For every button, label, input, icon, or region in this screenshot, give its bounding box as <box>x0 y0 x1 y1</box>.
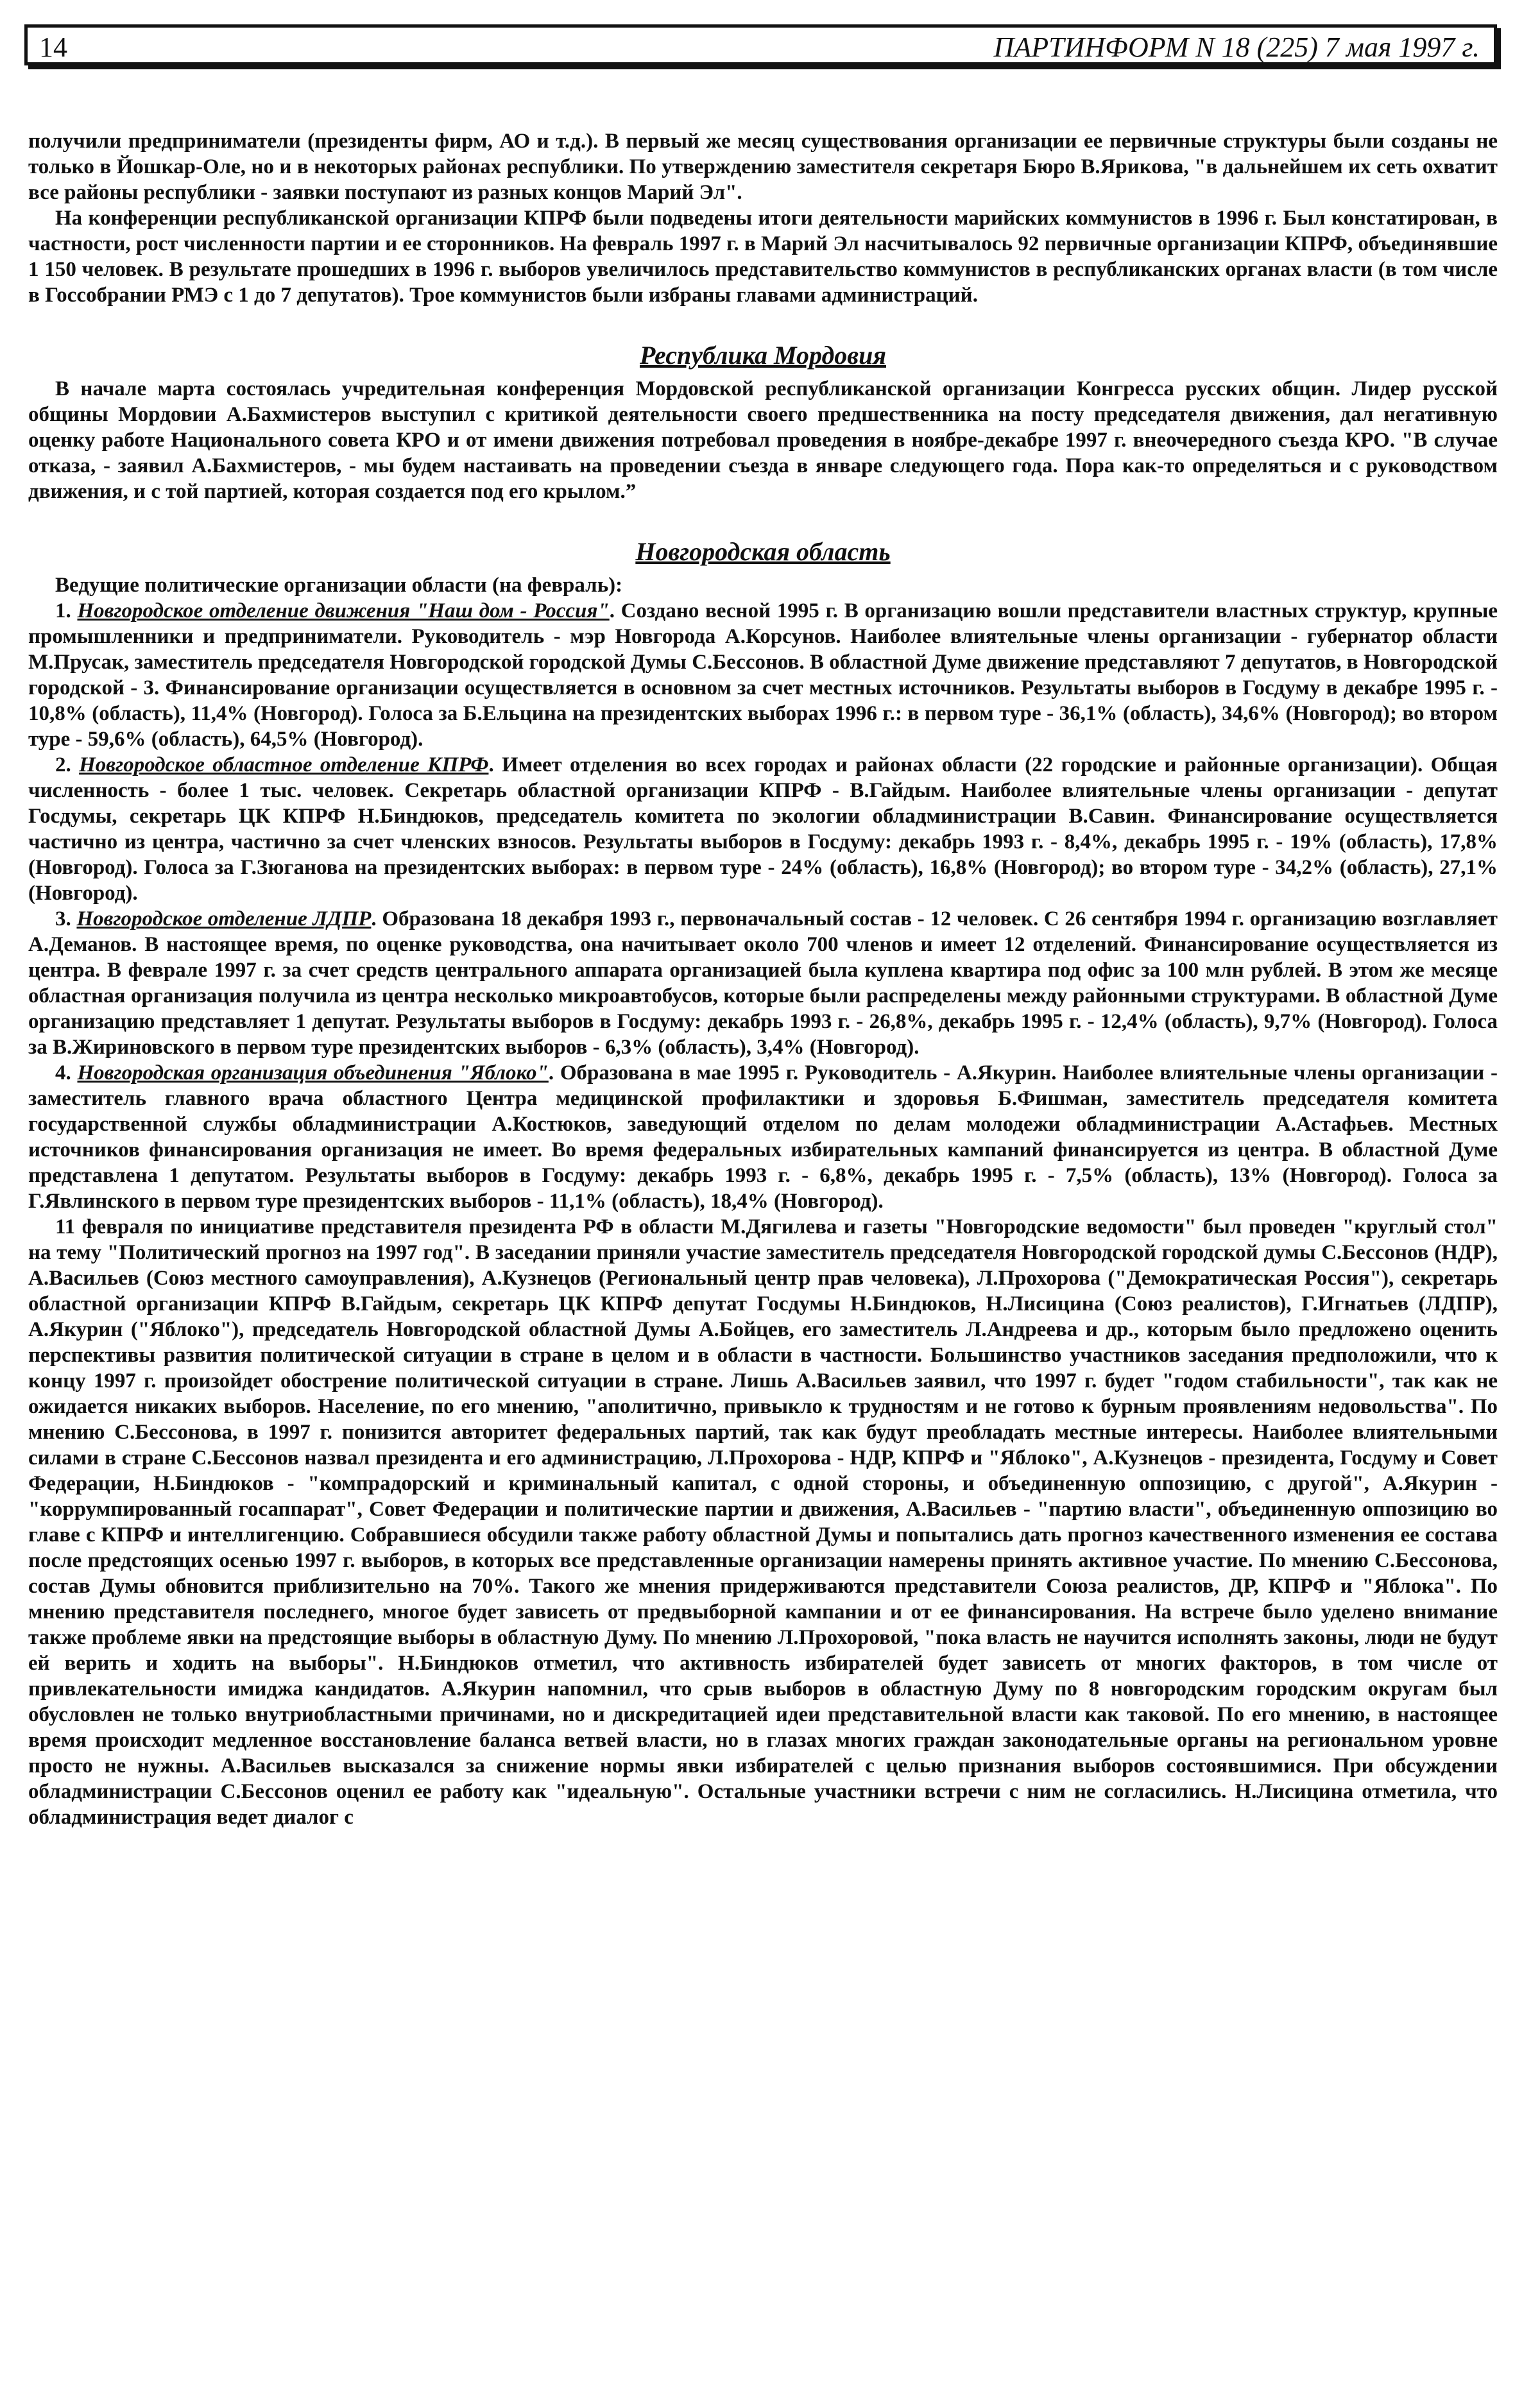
org-number: 3. <box>55 907 71 930</box>
page-number: 14 <box>39 31 67 63</box>
org-item-1 <box>28 598 1498 752</box>
org-item-3 <box>28 906 1498 1060</box>
org-description: . Создано весной 1995 г. В организацию вошли представители властных структур, крупные промышленники и предприниматели. Руководитель - мэр Новгорода А.Корсунов. Наиболее влиятельные члены организации - губернатор области М.Прусак, заместитель председателя Новгородской городской Думы С.Бессонов. В областной Думе движение представляют 7 депутатов, в Новгородской городской - 3. Финансирование организации осуществляется в основном за счет местных источников. Результаты выборов в Госдуму в декабре 1995 г. - 10,8% (область), 11,4% (Новгород). Голоса за Б.Ельцина на президентских выборах 1996 г.: в первом туре - 36,1% (область), 34,6% (Новгород); во втором туре - 59,6% (область), 64,5% (Новгород). <box>28 599 1498 751</box>
section-title-mordovia: Республика Мордовия <box>639 341 887 370</box>
page-header <box>24 24 1497 65</box>
org-description: . Имеет отделения во всех городах и районах области (22 городские и районные организации). Общая численность - более 1 тыс. человек. Секретарь областной организации КПРФ - В.Гайдым. Наиболее влиятельные члены организации - депутат Госдумы, секретарь ЦК КПРФ Н.Биндюков, председатель комитета по экологии обладминистрации В.Савин. Финансирование осуществляется частично из центра, частично за счет членских взносов. Результаты выборов в Госдуму: декабрь 1993 г. - 8,4%, декабрь 1995 г. - 19% (область), 17,8% (Новгород). Голоса за Г.Зюганова на президентских выборах: в первом туре - 24% (область), 16,8% (Новгород); во втором туре - 34,2% (область), 27,1% (Новгород). <box>28 753 1498 905</box>
org-number: 2. <box>55 753 71 776</box>
paragraph-mordovia-1: В начале марта состоялась учредительная конференция Мордовской республиканской организации Конгресса русских общин. Лидер русской общины Мордовии А.Бахмистеров выступил с критикой деятельности своего предшественника на посту председателя движения, дал негативную оценку работе Национального совета КРО и от имени движения потребовал проведения в ноябре-декабре 1997 г. внеочередного съезда КРО. "В случае отказа, - заявил А.Бахмистеров, - мы будем настаивать на проведении съезда в январе следующего года. Пора как-то определяться и с руководством движения, и с той партией, которая создается под его крылом.” <box>28 377 1498 503</box>
section-title-novgorod: Новгородская область <box>635 537 891 566</box>
org-name: Новгородская организация объединения "Яблоко" <box>77 1061 549 1084</box>
org-description: . Образована 18 декабря 1993 г., первоначальный состав - 12 человек. С 26 сентября 1994 г. организацию возглавляет А.Деманов. В настоящее время, по оценке руководства, она начитывает около 700 членов и имеет 12 отделений. Финансирование осуществляется из центра. В феврале 1997 г. за счет средств центрального аппарата организацией была куплена квартира под офис за 100 млн рублей. В этом же месяце областная организация получила из центра несколько микроавтобусов, которые были распределены между районными структурами. В областной Думе организацию представляет 1 депутат. Результаты выборов в Госдуму: декабрь 1993 г. - 26,8%, декабрь 1995 г. - 12,4% (область), 9,7% (Новгород). Голоса за В.Жириновского в первом туре президентских выборов - 6,3% (область), 3,4% (Новгород). <box>28 907 1498 1059</box>
org-number: 4. <box>55 1061 71 1084</box>
org-item-4 <box>28 1060 1498 1214</box>
publication-title: ПАРТИНФОРМ N 18 (225) 7 мая 1997 г. <box>993 31 1480 63</box>
paragraph-mari-2: На конференции республиканской организации КПРФ были подведены итоги деятельности марийских коммунистов в 1996 г. Был констатирован, в частности, рост численности партии и ее сторонников. На февраль 1997 г. в Марий Эл насчитывалось 92 первичные организации КПРФ, объединявшие 1 150 человек. В результате прошедших в 1996 г. выборов увеличилось представительство коммунистов в республиканских органах власти (в том числе в Госсобрании РМЭ с 1 до 7 депутатов). Трое коммунистов были избраны главами администраций. <box>28 207 1498 307</box>
org-description: . Образована в мае 1995 г. Руководитель - А.Якурин. Наиболее влиятельные члены организации - заместитель главного врача областного Центра медицинской профилактики и здоровья Б.Фишман, заместитель председателя комитета государственной службы обладминистрации А.Костюков, заведующий отделом по делам молодежи обладминистрации А.Астафьев. Местных источников финансирования организация не имеет. Во время федеральных избирательных кампаний финансируется из центра. В областной Думе представлена 1 депутатом. Результаты выборов в Госдуму: декабрь 1993 г. - 6,8%, декабрь 1995 г. - 7,5% (область), 13% (Новгород). Голоса за Г.Явлинского в первом туре президентских выборов - 11,1% (область), 18,4% (Новгород). <box>28 1061 1498 1213</box>
org-number: 1. <box>55 599 71 622</box>
article-body <box>28 128 1498 1830</box>
org-name: Новгородское отделение ЛДПР <box>76 907 372 930</box>
org-name: Новгородское отделение движения "Наш дом - Россия" <box>77 599 610 622</box>
paragraph-roundtable: 11 февраля по инициативе представителя президента РФ в области М.Дягилева и газеты "Новгородские ведомости" был проведен "круглый стол" на тему "Политический прогноз на 1997 год". В заседании приняли участие заместитель председателя Новгородской городской думы С.Бессонов (НДР), А.Васильев (Союз местного самоуправления), А.Кузнецов (Региональный центр прав человека), Л.Прохорова ("Демократическая Россия"), секретарь областной организации КПРФ В.Гайдым, секретарь ЦК КПРФ депутат Госдумы Н.Биндюков, Н.Лисицина (Союз реалистов), Г.Игнатьев (ЛДПР), А.Якурин ("Яблоко"), председатель Новгородской областной Думы А.Бойцев, его заместитель Л.Андреева и др., которым было предложено оценить перспективы развития политической ситуации в стране в целом и в области в частности. Большинство участников заседания предположили, что к концу 1997 г. произойдет обострение политической ситуации в стране. Лишь А.Васильев заявил, что 1997 г. будет "годом стабильности", так как не ожидается никаких выборов. Население, по его мнению, "аполитично, привыкло к трудностям и не готово к бурным проявлениям недовольства". По мнению С.Бессонова, в 1997 г. понизится авторитет федеральных партий, так как будут преобладать местные интересы. Наиболее влиятельными силами в стране С.Бессонов назвал президента и его администрацию, Л.Прохорова - НДР, КПРФ и "Яблоко", А.Кузнецов - президента, Госдуму и Совет Федерации, Н.Биндюков - "компрадорский и криминальный капитал, с одной стороны, и объединенную оппозицию, с другой", А.Якурин - "коррумпированный госаппарат", Совет Федерации и политические партии и движения, А.Васильев - "партию власти", объединенную оппозицию во главе с КПРФ и интеллигенцию. Собравшиеся обсудили также работу областной Думы и попытались дать прогноз качественного изменения ее состава после предстоящих осенью 1997 г. выборов, в которых все представленные организации намерены принять активное участие. По мнению С.Бессонова, состав Думы обновится приблизительно на 70%. Такого же мнения придерживаются представители Союза реалистов, ДР, КПРФ и "Яблока". По мнению представителя последнего, многое будет зависеть от предвыборной кампании и от ее финансирования. На встрече было уделено внимание также проблеме явки на предстоящие выборы в областную Думу. По мнению Л.Прохоровой, "пока власть не научится исполнять законы, люди не будут ей верить и ходить на выборы". Н.Биндюков отметил, что активность избирателей будет зависеть от многих факторов, в том числе от привлекательности имиджа кандидатов. А.Якурин напомнил, что срыв выборов в областную Думу по 8 новгородским городским округам был обусловлен не только внутриобластными причинами, но и дискредитацией идеи представительной власти как таковой. По его мнению, в настоящее время происходит медленное восстановление баланса ветвей власти, но в глазах многих граждан законодательные органы на региональном уровне просто не нужны. А.Васильев высказался за снижение нормы явки избирателей с целью признания выборов состоявшимися. При обсуждении обладминистрации С.Бессонов оценил ее работу как "идеальную". Остальные участники встречи с ним не согласились. Н.Лисицина отметила, что обладминистрация ведет диалог с <box>28 1215 1498 1829</box>
paragraph-novgorod-intro: Ведущие политические организации области (на февраль): <box>55 574 623 597</box>
org-name: Новгородское областное отделение КПРФ <box>79 753 489 776</box>
paragraph-mari-1: получили предприниматели (президенты фирм, АО и т.д.). В первый же месяц существования организации ее первичные структуры были созданы не только в Йошкар-Оле, но и в некоторых районах республики. По утверждению заместителя секретаря Бюро В.Ярикова, "в дальнейшем их сеть охватит все районы республики - заявки поступают из разных концов Марий Эл". <box>28 130 1498 204</box>
org-item-2 <box>28 752 1498 906</box>
